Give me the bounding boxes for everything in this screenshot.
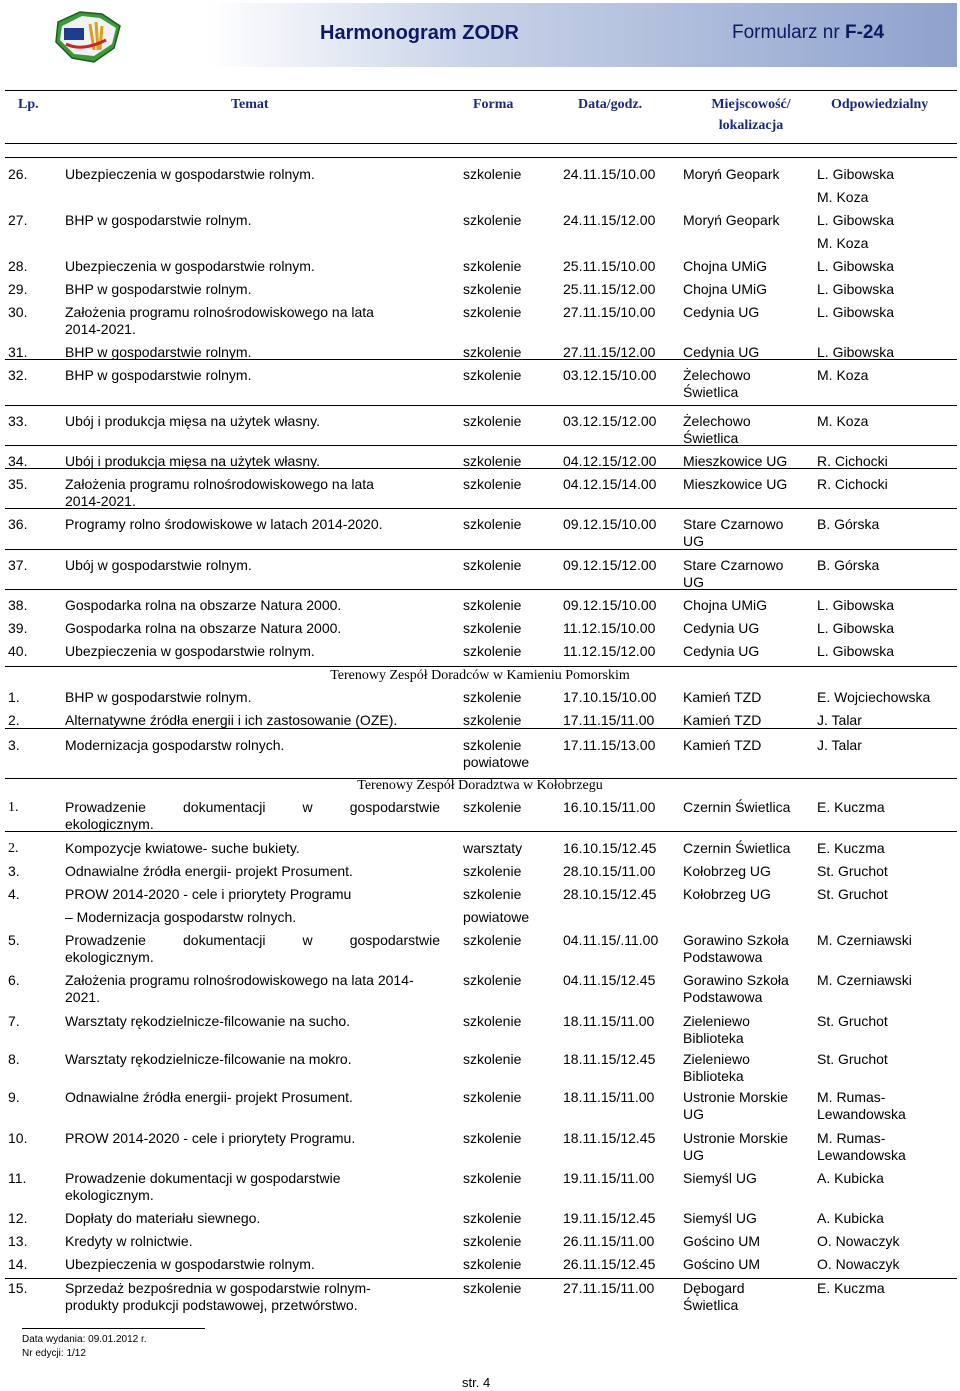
row-temat: Odnawialne źródła energii- projekt Prosument. [65, 1089, 353, 1105]
row-data: 26.11.15/11.00 [563, 1233, 655, 1249]
row-temat: Prowadzenie dokumentacji w gospodarstwie ekologicznym. [65, 932, 440, 965]
row-data: 09.12.15/12.00 [563, 557, 657, 573]
row-lp: 27. [8, 212, 28, 228]
row-odpowiedzialny: St. Gruchot [817, 886, 888, 902]
row-forma: szkolenie [463, 304, 522, 320]
row-data: 24.11.15/12.00 [563, 212, 656, 228]
row-forma: szkolenie [463, 476, 522, 492]
row-forma: szkolenie [463, 1013, 522, 1029]
row-forma: szkolenie [463, 166, 522, 182]
row-temat: Prowadzenie dokumentacji w gospodarstwie ekologicznym. [65, 1170, 341, 1203]
col-temat: Temat [231, 97, 269, 112]
row-lp: 39. [8, 620, 28, 636]
table-rule [5, 359, 957, 360]
col-data: Data/godz. [578, 97, 643, 112]
row-forma: szkolenie [463, 863, 522, 879]
row-temat: PROW 2014-2020 - cele i priorytety Programu – Modernizacja gospodarstw rolnych. [65, 886, 352, 925]
row-lp: 29. [8, 281, 28, 297]
row-temat: BHP w gospodarstwie rolnym. [65, 367, 252, 383]
edition-number: Nr edycji: 1/12 [22, 1348, 86, 1359]
row-miejsce: Kamień TZD [683, 737, 762, 753]
row-temat: Warsztaty rękodzielnicze-filcowanie na mokro. [65, 1051, 352, 1067]
table-rule [5, 728, 957, 729]
row-miejsce: Cedynia UG [683, 304, 760, 320]
row-data: 16.10.15/12.45 [563, 840, 657, 856]
row-lp: 28. [8, 258, 28, 274]
row-forma: szkolenie [463, 972, 522, 988]
row-data: 28.10.15/11.00 [563, 863, 656, 879]
row-temat: Sprzedaż bezpośrednia w gospodarstwie rolnym- produkty produkcji podstawowej, przetwórstwo. [65, 1280, 371, 1313]
row-miejsce: Siemyśl UG [683, 1210, 757, 1226]
row-temat: Założenia programu rolnośrodowiskowego na lata 2014-2021. [65, 304, 374, 337]
row-odpowiedzialny: L. Gibowska [817, 258, 895, 274]
row-forma: szkolenie [463, 413, 522, 429]
row-temat: BHP w gospodarstwie rolnym. [65, 212, 252, 228]
row-miejsce: Kołobrzeg UG [683, 886, 771, 902]
row-forma: szkolenie [463, 1089, 522, 1105]
row-forma: szkolenie [463, 643, 522, 659]
row-lp: 6. [8, 972, 20, 988]
row-odpowiedzialny: L. Gibowska [817, 643, 895, 659]
row-temat: BHP w gospodarstwie rolnym. [65, 689, 252, 705]
row-data: 18.11.15/12.45 [563, 1130, 656, 1146]
row-miejsce: Mieszkowice UG [683, 453, 788, 469]
row-lp: 33. [8, 413, 28, 429]
row-lp: 26. [8, 166, 28, 182]
row-miejsce: Czernin Świetlica [683, 840, 791, 856]
row-odpowiedzialny: M. Czerniawski [817, 972, 912, 988]
row-data: 11.12.15/10.00 [563, 620, 656, 636]
table-rule [5, 405, 957, 406]
row-data: 03.12.15/10.00 [563, 367, 657, 383]
table-rule [5, 1278, 957, 1279]
row-lp: 35. [8, 476, 28, 492]
row-forma: szkolenie [463, 712, 522, 728]
row-lp: 11. [8, 1170, 27, 1186]
row-forma: warsztaty [463, 840, 523, 856]
row-data: 27.11.15/11.00 [563, 1280, 655, 1296]
row-lp: 38. [8, 597, 28, 613]
row-lp: 13. [8, 1233, 28, 1249]
row-data: 09.12.15/10.00 [563, 597, 657, 613]
row-forma: szkolenie [463, 1256, 522, 1272]
row-lp: 3. [8, 737, 20, 753]
row-lp: 7. [8, 1013, 20, 1029]
row-odpowiedzialny: M. Koza [817, 413, 869, 429]
row-miejsce: Mieszkowice UG [683, 476, 788, 492]
row-data: 25.11.15/12.00 [563, 281, 656, 297]
row-data: 17.11.15/13.00 [563, 737, 656, 753]
row-miejsce: Kamień TZD [683, 712, 762, 728]
row-lp: 30. [8, 304, 28, 320]
row-miejsce: Kołobrzeg UG [683, 863, 771, 879]
row-temat: Alternatywne źródła energii i ich zastosowanie (OZE). [65, 712, 398, 728]
page-number: str. 4 [462, 1375, 491, 1390]
row-lp: 37. [8, 557, 28, 573]
row-forma: szkolenie [463, 557, 522, 573]
row-temat: Założenia programu rolnośrodowiskowego na lata 2014- 2021. [65, 972, 414, 1005]
row-lp: 1. [8, 689, 20, 705]
row-odpowiedzialny: J. Talar [817, 737, 862, 753]
row-data: 19.11.15/12.45 [563, 1210, 656, 1226]
row-odpowiedzialny: J. Talar [817, 712, 862, 728]
row-odpowiedzialny: St. Gruchot [817, 863, 888, 879]
row-miejsce: Dębogard Świetlica [683, 1280, 745, 1313]
row-forma: szkolenie [463, 367, 522, 383]
row-odpowiedzialny: L. Gibowska [817, 304, 895, 320]
row-odpowiedzialny: O. Nowaczyk [817, 1256, 900, 1272]
row-miejsce: Stare Czarnowo UG [683, 516, 784, 549]
row-temat: Ubój w gospodarstwie rolnym. [65, 557, 252, 573]
row-temat: BHP w gospodarstwie rolnym. [65, 344, 252, 360]
row-miejsce: Ustronie Morskie UG [683, 1130, 789, 1163]
row-lp: 9. [8, 1089, 20, 1105]
row-lp: 40. [8, 643, 28, 659]
row-odpowiedzialny: St. Gruchot [817, 1051, 888, 1067]
col-miejsce: Miejscowość/ lokalizacja [711, 97, 791, 133]
table-rule [5, 666, 957, 667]
table-rule [5, 589, 957, 590]
row-miejsce: Cedynia UG [683, 620, 760, 636]
row-miejsce: Chojna UMiG [683, 258, 768, 274]
table-rule [5, 468, 957, 469]
row-miejsce: Gościno UM [683, 1233, 761, 1249]
row-miejsce: Stare Czarnowo UG [683, 557, 784, 590]
row-odpowiedzialny: M. Czerniawski [817, 932, 912, 948]
row-odpowiedzialny: A. Kubicka [817, 1210, 884, 1226]
col-forma: Forma [473, 97, 514, 112]
row-odpowiedzialny: M. Rumas- Lewandowska [817, 1130, 906, 1163]
row-data: 27.11.15/12.00 [563, 344, 656, 360]
row-lp: 3. [8, 863, 20, 879]
row-data: 03.12.15/12.00 [563, 413, 657, 429]
col-lp: Lp. [18, 97, 39, 112]
row-forma: szkolenie [463, 281, 522, 297]
row-odpowiedzialny: E. Kuczma [817, 840, 885, 856]
row-data: 18.11.15/11.00 [563, 1013, 655, 1029]
row-odpowiedzialny: L. Gibowska [817, 620, 895, 636]
row-data: 24.11.15/10.00 [563, 166, 656, 182]
row-data: 09.12.15/10.00 [563, 516, 657, 532]
row-odpowiedzialny: L. Gibowska M. Koza [817, 166, 895, 205]
row-odpowiedzialny: L. Gibowska [817, 597, 895, 613]
row-odpowiedzialny: M. Rumas- Lewandowska [817, 1089, 906, 1122]
row-miejsce: Zieleniewo Biblioteka [683, 1013, 750, 1046]
row-lp: 34. [8, 453, 28, 469]
row-data: 18.11.15/11.00 [563, 1089, 655, 1105]
row-data: 19.11.15/11.00 [563, 1170, 655, 1186]
document-title: Harmonogram ZODR [320, 22, 519, 44]
table-rule [5, 445, 957, 446]
row-data: 18.11.15/12.45 [563, 1051, 656, 1067]
row-forma: szkolenie [463, 344, 522, 360]
row-forma: szkolenie [463, 689, 522, 705]
row-lp: 32. [8, 367, 28, 383]
row-temat: Dopłaty do materiału siewnego. [65, 1210, 261, 1226]
row-lp: 2. [8, 712, 20, 728]
row-odpowiedzialny: M. Koza [817, 367, 869, 383]
table-rule [5, 549, 957, 550]
row-forma: szkolenie [463, 1170, 522, 1186]
row-temat: Kompozycje kwiatowe- suche bukiety. [65, 840, 300, 856]
row-temat: Ubezpieczenia w gospodarstwie rolnym. [65, 166, 315, 182]
row-lp: 14. [8, 1256, 28, 1272]
row-forma: szkolenie [463, 932, 522, 948]
row-odpowiedzialny: A. Kubicka [817, 1170, 884, 1186]
row-forma: szkolenie [463, 1280, 522, 1296]
row-miejsce: Ustronie Morskie UG [683, 1089, 789, 1122]
row-lp: 1. [8, 800, 19, 815]
row-lp: 8. [8, 1051, 20, 1067]
row-odpowiedzialny: L. Gibowska [817, 344, 895, 360]
table-rule [5, 831, 957, 832]
row-miejsce: Gorawino Szkoła Podstawowa [683, 932, 789, 965]
row-miejsce: Kamień TZD [683, 689, 762, 705]
row-lp: 36. [8, 516, 28, 532]
row-data: 17.11.15/11.00 [563, 712, 655, 728]
row-temat: Gospodarka rolna na obszarze Natura 2000. [65, 620, 342, 636]
row-temat: Gospodarka rolna na obszarze Natura 2000. [65, 597, 342, 613]
row-data: 04.11.15/.11.00 [563, 932, 659, 948]
row-miejsce: Chojna UMiG [683, 597, 768, 613]
row-lp: 10. [8, 1130, 28, 1146]
row-odpowiedzialny: R. Cichocki [817, 476, 888, 492]
row-temat: Warsztaty rękodzielnicze-filcowanie na sucho. [65, 1013, 351, 1029]
row-forma: szkolenie [463, 258, 522, 274]
row-temat: Ubezpieczenia w gospodarstwie rolnym. [65, 1256, 315, 1272]
row-lp: 12. [8, 1210, 28, 1226]
table-rule [5, 157, 957, 158]
row-lp: 31. [8, 344, 28, 360]
row-temat: Ubezpieczenia w gospodarstwie rolnym. [65, 643, 315, 659]
row-forma: szkolenie [463, 1051, 522, 1067]
row-data: 26.11.15/12.45 [563, 1256, 656, 1272]
row-data: 27.11.15/10.00 [563, 304, 656, 320]
row-lp: 4. [8, 886, 20, 902]
row-miejsce: Chojna UMiG [683, 281, 768, 297]
row-miejsce: Gościno UM [683, 1256, 761, 1272]
row-forma: szkolenie [463, 516, 522, 532]
row-miejsce: Gorawino Szkoła Podstawowa [683, 972, 789, 1005]
row-odpowiedzialny: O. Nowaczyk [817, 1233, 900, 1249]
row-lp: 15. [8, 1280, 28, 1296]
row-data: 17.10.15/10.00 [563, 689, 657, 705]
row-miejsce: Siemyśl UG [683, 1170, 757, 1186]
row-miejsce: Moryń Geopark [683, 212, 780, 228]
section-heading: Terenowy Zespół Doradców w Kamieniu Pomorskim [330, 668, 630, 683]
row-forma: szkolenie powiatowe [463, 886, 530, 925]
table-rule [5, 778, 957, 779]
row-data: 16.10.15/11.00 [563, 799, 656, 815]
row-forma: szkolenie [463, 799, 522, 815]
row-odpowiedzialny: R. Cichocki [817, 453, 888, 469]
row-miejsce: Żelechowo Świetlica [683, 367, 751, 400]
row-forma: szkolenie [463, 1210, 522, 1226]
row-temat: Programy rolno środowiskowe w latach 2014-2020. [65, 516, 383, 532]
row-odpowiedzialny: E. Kuczma [817, 1280, 885, 1296]
row-data: 04.11.15/12.45 [563, 972, 656, 988]
row-miejsce: Żelechowo Świetlica [683, 413, 751, 446]
row-forma: szkolenie [463, 1130, 522, 1146]
col-odp: Odpowiedzialny [831, 97, 929, 112]
row-odpowiedzialny: B. Górska [817, 557, 880, 573]
row-lp: 5. [8, 932, 20, 948]
row-forma: szkolenie powiatowe [463, 737, 530, 770]
row-forma: szkolenie [463, 453, 522, 469]
table-rule [5, 508, 957, 509]
row-miejsce: Cedynia UG [683, 344, 760, 360]
form-number: Formularz nr F-24 [732, 22, 885, 43]
row-temat: Kredyty w rolnictwie. [65, 1233, 193, 1249]
row-temat: Ubezpieczenia w gospodarstwie rolnym. [65, 258, 315, 274]
row-miejsce: Czernin Świetlica [683, 799, 791, 815]
row-temat: BHP w gospodarstwie rolnym. [65, 281, 252, 297]
row-forma: szkolenie [463, 620, 522, 636]
row-data: 04.12.15/14.00 [563, 476, 657, 492]
row-temat: Założenia programu rolnośrodowiskowego na lata 2014-2021. [65, 476, 374, 509]
row-forma: szkolenie [463, 212, 522, 228]
row-miejsce: Zieleniewo Biblioteka [683, 1051, 750, 1084]
row-temat: Ubój i produkcja mięsa na użytek własny. [65, 453, 320, 469]
edition-date: Data wydania: 09.01.2012 r. [22, 1334, 147, 1345]
row-temat: Prowadzenie dokumentacji w gospodarstwie ekologicznym. [65, 799, 440, 832]
row-odpowiedzialny: E. Wojciechowska [817, 689, 931, 705]
footer-rule [22, 1328, 205, 1329]
row-data: 11.12.15/12.00 [563, 643, 656, 659]
row-forma: szkolenie [463, 597, 522, 613]
section-heading: Terenowy Zespół Doradztwa w Kołobrzegu [357, 778, 603, 793]
row-temat: Ubój i produkcja mięsa na użytek własny. [65, 413, 320, 429]
row-data: 04.12.15/12.00 [563, 453, 657, 469]
row-odpowiedzialny: L. Gibowska [817, 281, 895, 297]
row-temat: Odnawialne źródła energii- projekt Prosument. [65, 863, 353, 879]
row-odpowiedzialny: L. Gibowska M. Koza [817, 212, 895, 251]
row-miejsce: Moryń Geopark [683, 166, 780, 182]
row-odpowiedzialny: St. Gruchot [817, 1013, 888, 1029]
row-data: 25.11.15/10.00 [563, 258, 656, 274]
row-odpowiedzialny: E. Kuczma [817, 799, 885, 815]
row-miejsce: Cedynia UG [683, 643, 760, 659]
row-temat: Modernizacja gospodarstw rolnych. [65, 737, 285, 753]
row-forma: szkolenie [463, 1233, 522, 1249]
row-temat: PROW 2014-2020 - cele i priorytety Programu. [65, 1130, 356, 1146]
row-odpowiedzialny: B. Górska [817, 516, 880, 532]
row-lp: 2. [8, 841, 19, 856]
row-data: 28.10.15/12.45 [563, 886, 657, 902]
